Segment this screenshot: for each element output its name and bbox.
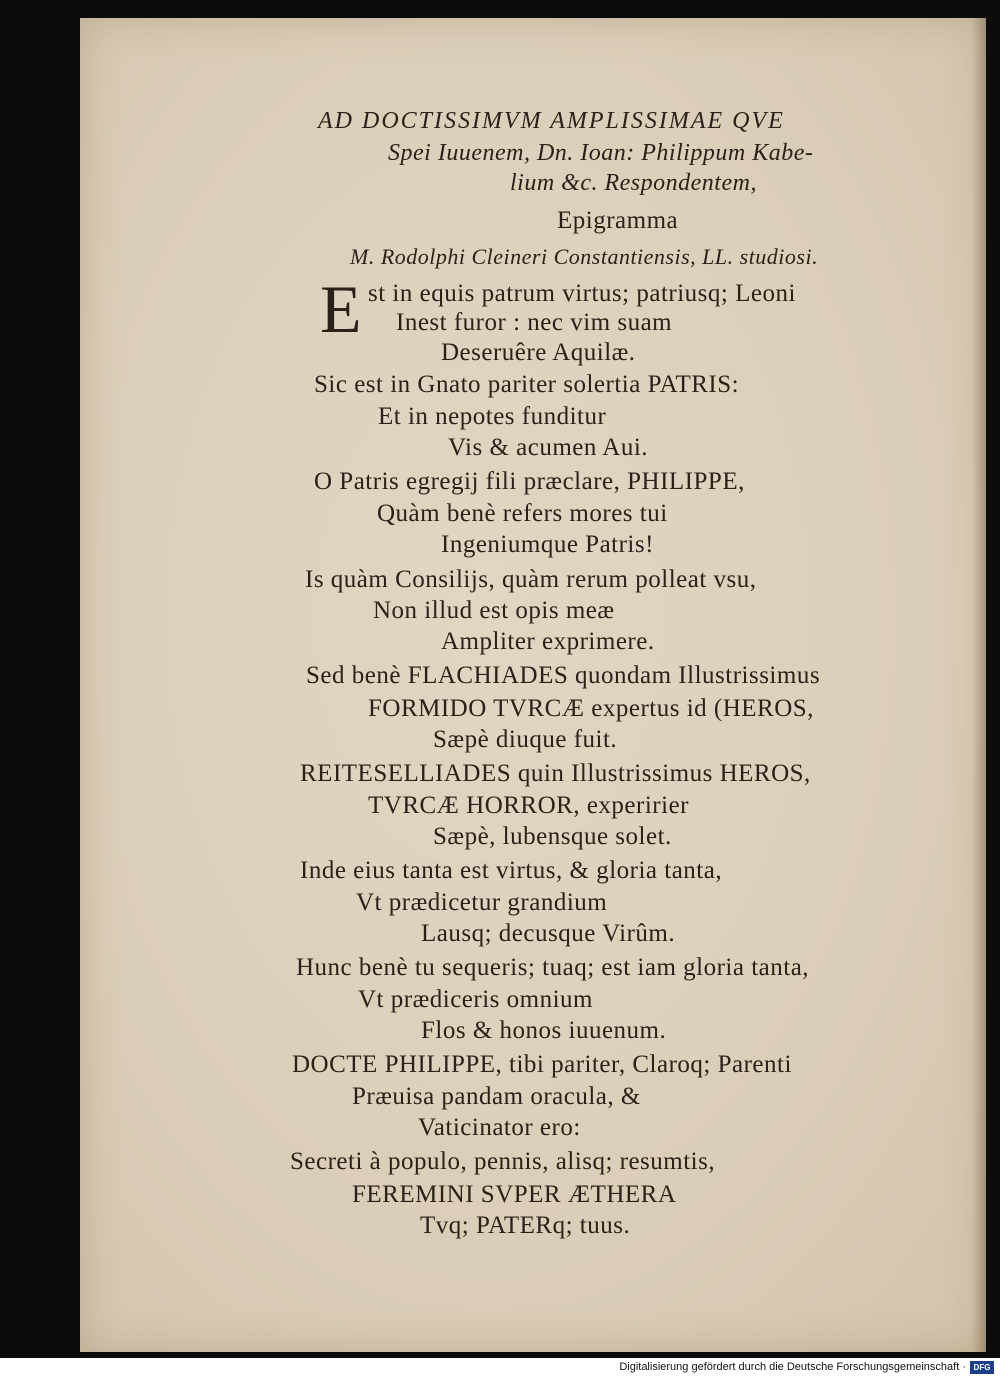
poem-line: Inde eius tanta est virtus, & gloria tanta, — [300, 857, 723, 884]
poem-line: Vt prædicetur grandium — [356, 889, 608, 916]
poem-title: Epigramma — [557, 207, 679, 234]
poem-line: Vt prædiceris omnium — [358, 986, 593, 1013]
poem-line: FORMIDO TVRCÆ expertus id (HEROS, — [368, 695, 814, 722]
poem-line: Sæpè diuque fuit. — [433, 726, 618, 753]
poem-line: FEREMINI SVPER ÆTHERA — [352, 1181, 677, 1208]
poem-line: TVRCÆ HORROR, experirier — [368, 792, 689, 819]
poem-line: Sic est in Gnato pariter solertia PATRIS: — [314, 371, 740, 398]
poem-line: Deseruêre Aquilæ. — [441, 339, 636, 366]
poem-line: Vaticinator ero: — [418, 1114, 581, 1141]
footer-credit: Digitalisierung gefördert durch die Deutsche Forschungsgemeinschaft · — [619, 1361, 966, 1373]
poem-line: Is quàm Consilijs, quàm rerum polleat vsu, — [305, 566, 757, 593]
poem-line: DOCTE PHILIPPE, tibi pariter, Claroq; Parenti — [292, 1051, 792, 1078]
poem-line: Inest furor : nec vim suam — [396, 309, 673, 336]
poem-line: Non illud est opis meæ — [373, 597, 615, 624]
page-edge-shadow — [972, 18, 986, 1352]
poem-line: O Patris egregij fili præclare, PHILIPPE, — [314, 468, 745, 495]
poem-line: Lausq; decusque Virûm. — [421, 920, 676, 947]
poem-line: Flos & honos iuuenum. — [421, 1017, 667, 1044]
poem-line: Ampliter exprimere. — [441, 628, 655, 655]
header-line-3: lium &c. Respondentem, — [510, 170, 757, 196]
poem-line: Vis & acumen Aui. — [448, 434, 649, 461]
author-line: M. Rodolphi Cleineri Constantiensis, LL. studiosi. — [350, 244, 819, 269]
poem-line: Præuisa pandam oracula, & — [352, 1083, 641, 1110]
footer-bar — [0, 1358, 1000, 1378]
poem-line: REITESELLIADES quin Illustrissimus HEROS, — [300, 760, 811, 787]
poem-line: Ingeniumque Patris! — [441, 531, 654, 558]
poem-line: Quàm benè refers mores tui — [377, 500, 668, 527]
drop-cap: E — [320, 271, 362, 347]
poem-line: Hunc benè tu sequeris; tuaq; est iam gloria tanta, — [296, 954, 810, 981]
header-line-1: AD DOCTISSIMVM AMPLISSIMAE QVE — [318, 108, 785, 134]
header-line-2: Spei Iuuenem, Dn. Ioan: Philippum Kabe- — [388, 140, 814, 166]
poem-line: Sæpè, lubensque solet. — [433, 823, 672, 850]
poem-line: Secreti à populo, pennis, alisq; resumtis, — [290, 1148, 716, 1175]
dfg-logo: DFG — [970, 1361, 994, 1374]
poem-line: Tvq; PATERq; tuus. — [420, 1212, 631, 1239]
poem-line: Sed benè FLACHIADES quondam Illustrissimus — [306, 662, 821, 689]
poem-line: st in equis patrum virtus; patriusq; Leoni — [368, 280, 796, 307]
poem-line: Et in nepotes funditur — [378, 403, 607, 430]
